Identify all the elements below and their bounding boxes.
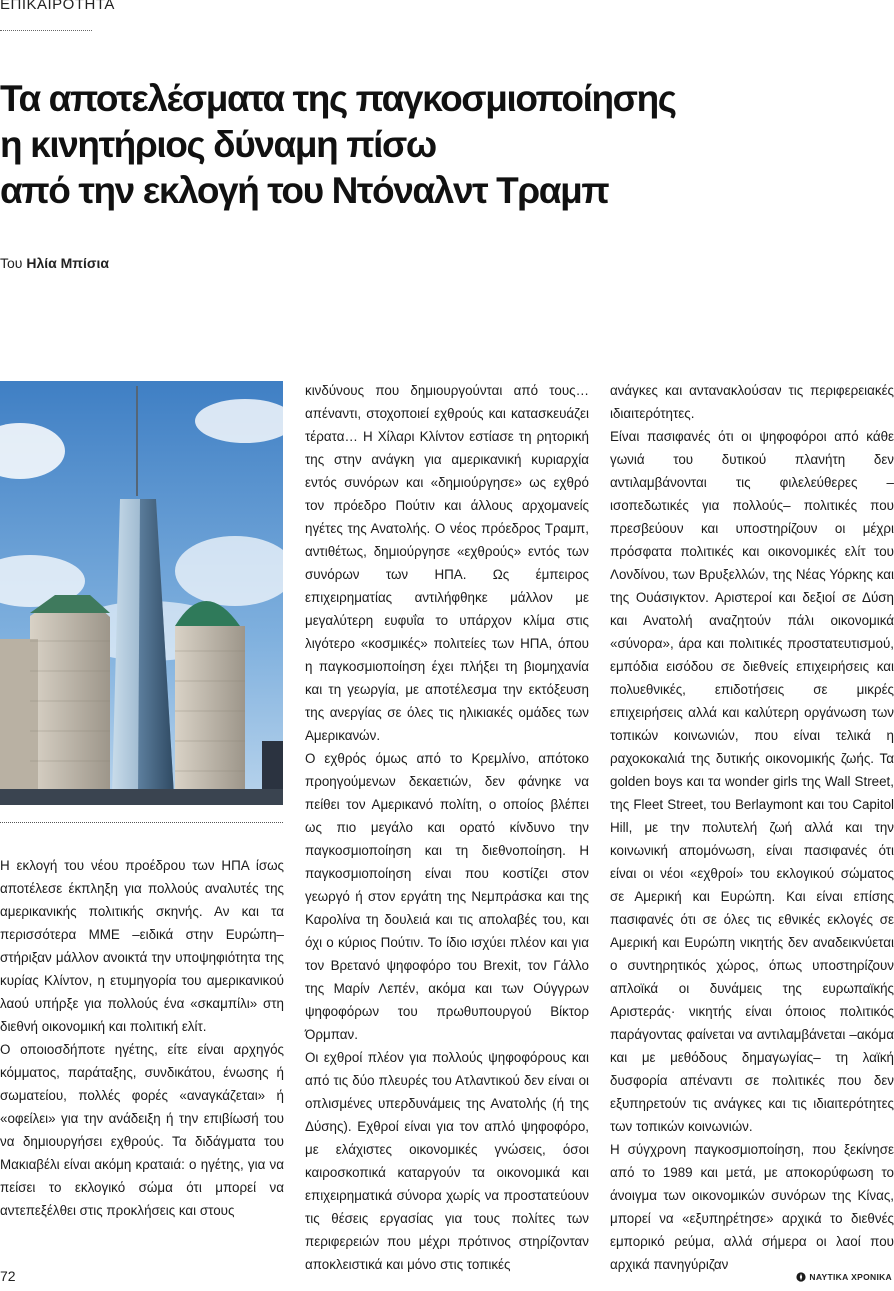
page-number: 72 — [0, 1268, 16, 1284]
byline-prefix: Του — [0, 255, 23, 271]
article-headline — [0, 76, 880, 214]
paragraph: Η σύγχρονη παγκοσμιοποίηση, που ξεκίνησε από το 1989 και μετά, με αποκορύφωση το άνοιγμα των οικονομικών συνόρων της Κίνας, μπορεί να «εξυπηρέτησε» αρχικά το διεθνές εμπορικό ρεύμα, αλλά σήμερα οι λαοί που αρχικά πανηγύριζαν — [610, 1142, 894, 1272]
paragraph: ανάγκες και αντανακλούσαν τις περιφερειακές ιδιαιτερότητες. — [610, 383, 894, 421]
paragraph: Είναι πασιφανές ότι οι ψηφοφόροι από κάθε γωνιά του δυτικού πλανήτη δεν αντιλαμβάνονται τις φιλελεύθερες –ισοπεδωτικές για πολλούς– πολιτικές που πρεσβεύουν και υποστηρίζουν οι μέχρι πρόσφατα πολιτικές και οικονομικές ελίτ του Λονδίνου, των Βρυξελλών, της Νέας Υόρκης και της Ουάσιγκτον. Αριστεροί και δεξιοί σε Δύση και Ανατολή αναζητούν πάλι οικονομικά «σύνορα», άρα και πολιτικές προστατευτισμού, εμπόδια εισόδου σε διεθνείς επιχειρήσεις και πολυεθνικές, επιδοτήσεις σε μικρές επιχειρήσεις αλλά και καλύτερη οργάνωση των τοπικών κοινωνιών, που είναι τελικά η ραχοκοκαλιά της δυτικής οικονομικής ζωής. Τα golden boys και τα wonder girls της Wall Street, της Fleet Street, του Berlaymont και του Capitol Hill, με την πολυτελή ζωή αλλά και την κοινωνική απομόνωση, είναι πασιφανές ότι είναι οι νέοι «εχθροί» του εκλογικού σώματος σε Αμερική και Ευρώπη. Και είναι επίσης πασιφανές ότι σε όλες τις εθνικές εκλογές σε Αμερική και Ευρώπη νικητής δεν αναδεικνύεται ο συντηρητικός χώρος, όπως υποστηρίζουν απλοϊκά οι δυνάμεις της ευρωπαϊκής Αριστεράς· νικητής είναι όποιος πολιτικός παράγοντας φαίνεται να αντιλαμβάνεται –ακόμα και με μεθόδους δημαγωγίας– τη λαϊκή δυσφορία απέναντι σε πολιτικές που δεν εξυπηρετούν τις ανάγκες και τις ιδιαιτερότητες των τοπικών κοινωνιών. — [610, 429, 894, 1134]
author-name: Ηλία Μπίσια — [26, 255, 109, 271]
image-divider — [0, 822, 283, 823]
section-label: ΕΠΙΚΑΙΡΟΤΗΤΑ — [0, 0, 115, 13]
one-world-trade-center-skyline-icon — [0, 381, 283, 805]
compass-logo-icon — [796, 1272, 806, 1282]
paragraph: Ο οποιοσδήποτε ηγέτης, είτε είναι αρχηγός κόμματος, παράταξης, συνδικάτου, ένωσης ή σωματείου, πολλές φορές «αναγκάζεται» ή «οφείλει» για την ανάδειξη ή την επιβίωσή του να δημιουργήσει εχθρούς. Τα διδάγματα του Μακιαβέλι είναι ακόμη κραταιά: ο ηγέτης, για να πείσει το εκλογικό σώμα ότι μπορεί να αντεπεξέλθει στις προκλήσεις και στους — [0, 1042, 284, 1218]
paragraph: Η εκλογή του νέου προέδρου των ΗΠΑ ίσως αποτέλεσε έκπληξη για πολλούς αναλυτές της αμερικανικής πολιτικής σκηνής. Αν και τα περισσότερα ΜΜΕ –ειδικά στην Ευρώπη– στήριξαν μάλλον ανοικτά την υποψηφιότητα της κυρίας Κλίντον, η ετυμηγορία του αμερικανικού λαού υπήρξε για πολλούς ένα «σκαμπίλι» στη διεθνή οικονομική και πολιτική ελίτ. — [0, 858, 284, 1034]
paragraph: Ο εχθρός όμως από το Κρεμλίνο, απότοκο προηγούμενων δεκαετιών, δεν φάνηκε να πείθει τον Αμερικανό πολίτη, ο οποίος βλέπει ως πιο μεγάλο και ορατό κίνδυνο την παγκοσμιοποίηση και τη διεθνοποίηση. Η παγκοσμιοποίηση είναι που κοστίζει στον γεωργό ή στον εργάτη της Νεμπράσκα και της Καρολίνα τη δουλειά και τις απολαβές του, και όχι ο κύριος Πούτιν. Το ίδιο ισχύει πλέον και για τον Βρετανό ψηφοφόρο του Brexit, τον Γάλλο της Μαρίν Λεπέν, ακόμα και των Ούγγρων ψηφοφόρων του πρωθυπουργού Βίκτορ Όρμπαν. — [305, 751, 589, 1042]
publication-name: ΝΑΥΤΙΚΑ ΧΡΟΝΙΚΑ — [809, 1272, 892, 1282]
headline-line-1: Τα αποτελέσματα της παγκοσμιοποίησης — [0, 78, 676, 119]
headline-line-2: η κινητήριος δύναμη πίσω — [0, 124, 436, 165]
section-divider — [0, 30, 92, 31]
article-column-2 — [305, 379, 589, 1276]
headline-line-3: από την εκλογή του Ντόναλντ Τραμπ — [0, 170, 609, 211]
publication-brand — [796, 1272, 892, 1282]
paragraph: Οι εχθροί πλέον για πολλούς ψηφοφόρους και από τις δύο πλευρές του Ατλαντικού δεν είναι οι οπλισμένες υπερδυνάμεις της Ανατολής (ή της Δύσης). Εχθροί είναι για τον απλό ψηφοφόρο, με ελάχιστες οικονομικές γνώσεις, όσοι καιροσκοπικά καταργούν τα οικονομικά και επιχειρηματικά σύνορα χωρίς να προστατεύουν τις θέσεις εργασίας για τους πολίτες των περιφερειών που μέχρι πρότινος στηρίζονταν αποκλειστικά και μόνο στις τοπικές — [305, 1050, 589, 1272]
byline — [0, 255, 109, 271]
article-column-1 — [0, 854, 284, 1222]
article-column-3 — [610, 379, 894, 1276]
paragraph: κινδύνους που δημιουργούνται από τους… απέναντι, στοχοποιεί εχθρούς και κατασκευάζει τέρατα… Η Χίλαρι Κλίντον εστίασε τη ρητορική της στην ανάγκη για αμερικανική κυριαρχία εντός συνόρων και «δημιούργησε» ως εχθρό τον πρόεδρο Πούτιν και άλλους αρχομανείς ηγέτες της Ανατολής. Ο νέος πρόεδρος Τραμπ, αντιθέτως, δημιούργησε «εχθρούς» εντός των συνόρων των ΗΠΑ. Ως έμπειρος επιχειρηματίας αντιλήφθηκε μάλλον με μεγαλύτερη ευφυΐα το υπάρχον κλίμα στις λιγότερο «κοσμικές» πολιτείες των ΗΠΑ, όπου η παγκοσμιοποίηση έχει πλήξει τη βιομηχανία και τη γεωργία, με αποτέλεσμα την εκτόξευση της ανεργίας σε όλες τις ηλικιακές ομάδες των Αμερικανών. — [305, 383, 589, 743]
